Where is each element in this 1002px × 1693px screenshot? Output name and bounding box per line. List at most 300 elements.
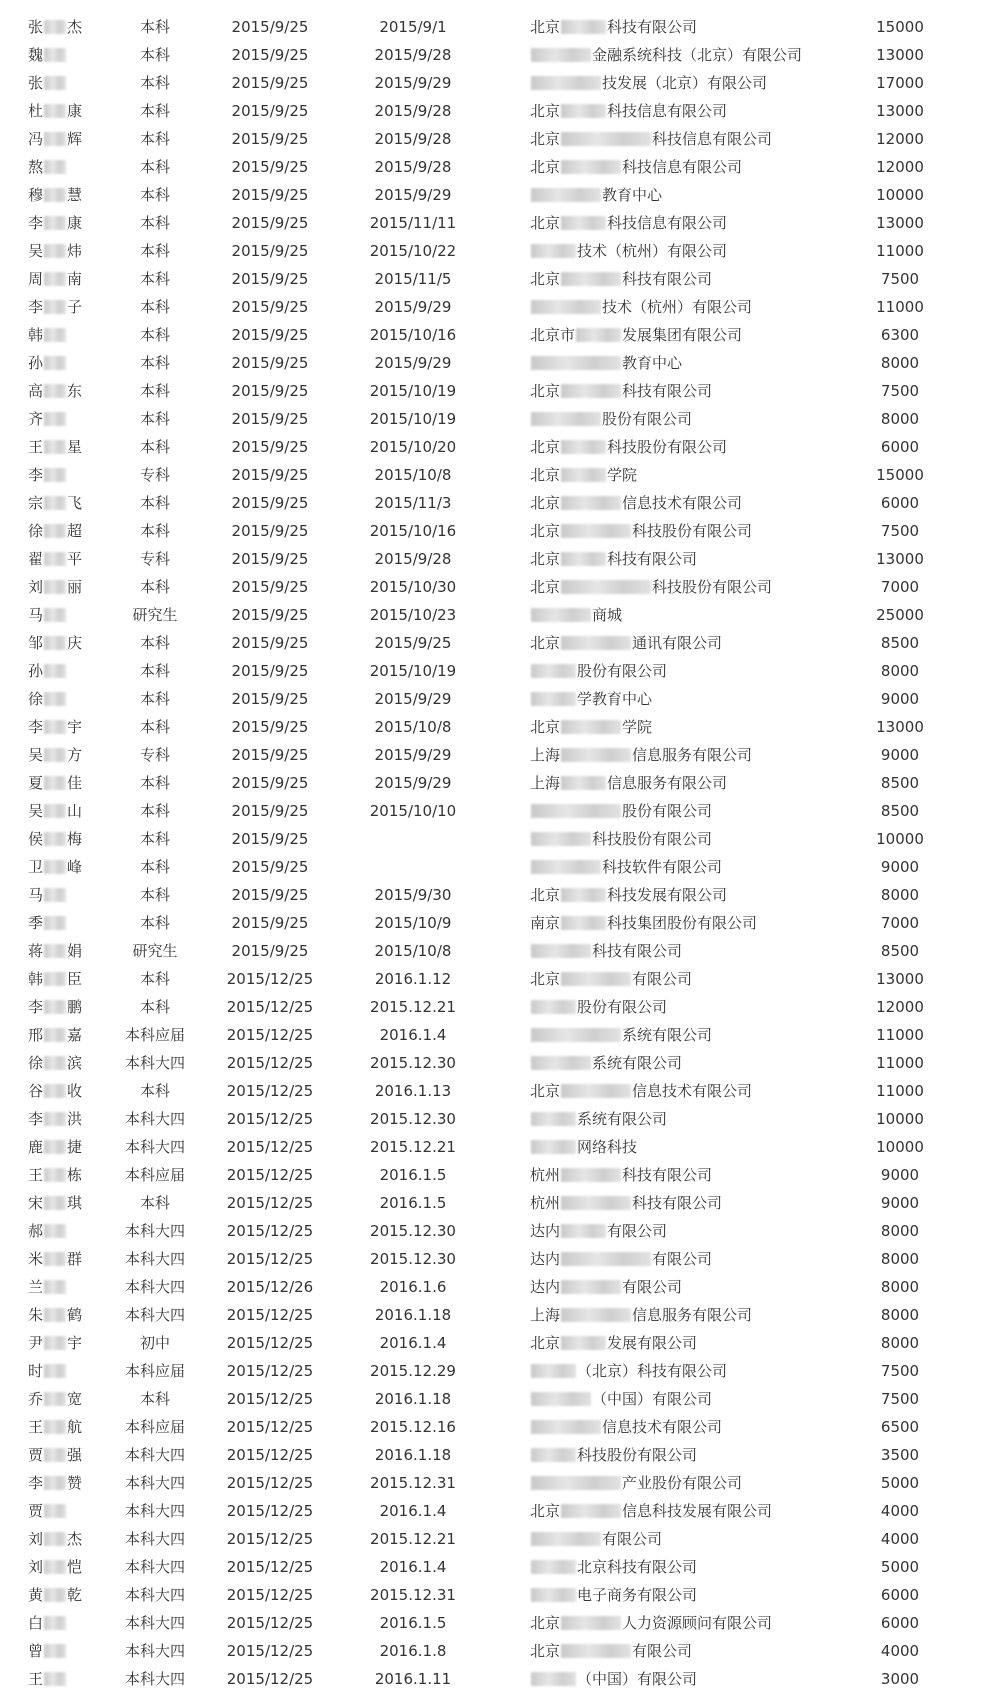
enroll-date: 2015/9/25 (231, 270, 309, 288)
salary: 9000 (880, 1166, 920, 1184)
redaction-blur (44, 1672, 66, 1686)
hire-date: 2016.1.4 (379, 1558, 447, 1576)
redaction-blur (561, 1196, 631, 1210)
company-prefix: 达内 (530, 1222, 561, 1240)
salary: 8000 (880, 354, 920, 372)
company-prefix: 北京 (530, 214, 561, 232)
redaction-blur (44, 104, 66, 118)
enroll-date: 2015/9/25 (231, 46, 309, 64)
education-level: 本科大四 (124, 1586, 185, 1604)
company-suffix: 系统有限公司 (622, 1026, 713, 1044)
salary: 11000 (876, 242, 924, 260)
company-suffix: 技术（杭州）有限公司 (577, 242, 728, 260)
company-suffix: 信息技术有限公司 (622, 494, 743, 512)
company-name (530, 1441, 870, 1469)
company-prefix: 北京 (530, 102, 561, 120)
redaction-blur (561, 20, 606, 34)
redaction-blur (44, 1000, 66, 1014)
company-suffix: 科技有限公司 (622, 382, 713, 400)
salary: 13000 (876, 718, 924, 736)
name-last-char: 康 (67, 102, 83, 120)
hire-date: 2015/11/5 (374, 270, 452, 288)
salary: 6000 (880, 438, 920, 456)
salary: 8000 (880, 886, 920, 904)
name-first-char: 周 (28, 270, 44, 288)
salary: 10000 (876, 186, 924, 204)
name-first-char: 蒋 (28, 942, 44, 960)
company-suffix: 科技有限公司 (632, 1194, 723, 1212)
salary: 8500 (880, 774, 920, 792)
hire-date: 2016.1.8 (379, 1642, 447, 1660)
name-last-char: 恺 (67, 1558, 83, 1576)
redaction-blur (561, 1616, 621, 1630)
education-level: 本科 (139, 270, 170, 288)
company-name (530, 377, 870, 405)
education-level: 本科 (139, 998, 170, 1016)
education-level: 本科 (139, 774, 170, 792)
education-level: 本科大四 (124, 1642, 185, 1660)
enroll-date: 2015/12/25 (226, 1586, 314, 1604)
company-suffix: 通讯有限公司 (632, 634, 723, 652)
employee-name (28, 965, 108, 993)
education-level: 本科大四 (124, 1278, 185, 1296)
redaction-blur (531, 664, 576, 678)
company-suffix: 信息服务有限公司 (632, 1306, 753, 1324)
redaction-blur (561, 776, 606, 790)
redaction-blur (531, 608, 591, 622)
company-suffix: 科技软件有限公司 (602, 858, 723, 876)
redaction-blur (561, 972, 631, 986)
company-name (530, 1133, 870, 1161)
salary: 10000 (876, 1110, 924, 1128)
redaction-blur (531, 832, 591, 846)
company-name (530, 1329, 870, 1357)
redaction-blur (44, 1140, 66, 1154)
name-last-char: 群 (67, 1250, 83, 1268)
employee-name (28, 881, 108, 909)
company-name (530, 741, 870, 769)
education-level: 本科 (139, 186, 170, 204)
company-suffix: 股份有限公司 (602, 410, 693, 428)
enroll-date: 2015/9/25 (231, 746, 309, 764)
salary: 7000 (880, 914, 920, 932)
redaction-blur (531, 1672, 576, 1686)
salary: 8500 (880, 802, 920, 820)
company-prefix: 北京 (530, 1642, 561, 1660)
enroll-date: 2015/12/25 (226, 1222, 314, 1240)
name-first-char: 朱 (28, 1306, 44, 1324)
company-suffix: 学教育中心 (577, 690, 653, 708)
name-last-char: 杰 (67, 18, 83, 36)
company-prefix: 北京 (530, 130, 561, 148)
hire-date: 2015/9/28 (374, 158, 452, 176)
salary: 17000 (876, 74, 924, 92)
table-row (0, 685, 1002, 713)
hire-date: 2016.1.18 (374, 1446, 452, 1464)
redaction-blur (44, 636, 66, 650)
company-suffix: 科技发展有限公司 (607, 886, 728, 904)
company-suffix: 人力资源顾问有限公司 (622, 1614, 773, 1632)
name-first-char: 黄 (28, 1586, 44, 1604)
company-prefix: 北京 (530, 1082, 561, 1100)
education-level: 本科 (139, 494, 170, 512)
table-row (0, 1133, 1002, 1161)
redaction-blur (561, 524, 631, 538)
education-level: 本科 (139, 830, 170, 848)
hire-date: 2016.1.18 (374, 1306, 452, 1324)
table-row (0, 237, 1002, 265)
name-last-char: 康 (67, 214, 83, 232)
name-last-char: 宽 (67, 1390, 83, 1408)
redaction-blur (561, 496, 621, 510)
redaction-blur (44, 132, 66, 146)
salary: 6500 (880, 1418, 920, 1436)
employee-name (28, 629, 108, 657)
redaction-blur (531, 1448, 576, 1462)
education-level: 本科应届 (124, 1362, 185, 1380)
name-first-char: 宗 (28, 494, 44, 512)
education-level: 本科 (139, 214, 170, 232)
salary: 8000 (880, 1250, 920, 1268)
table-row (0, 1245, 1002, 1273)
company-suffix: 金融系统科技（北京）有限公司 (592, 46, 803, 64)
salary: 11000 (876, 1026, 924, 1044)
company-suffix: 科技股份有限公司 (607, 438, 728, 456)
education-level: 本科 (139, 158, 170, 176)
redaction-blur (44, 720, 66, 734)
company-prefix: 杭州 (530, 1166, 561, 1184)
name-last-char: 南 (67, 270, 83, 288)
company-suffix: 有限公司 (602, 1530, 663, 1548)
employee-name (28, 209, 108, 237)
salary: 6000 (880, 1586, 920, 1604)
redaction-blur (531, 1056, 591, 1070)
name-first-char: 李 (28, 1110, 44, 1128)
company-name (530, 601, 870, 629)
education-level: 本科 (139, 1082, 170, 1100)
table-row (0, 545, 1002, 573)
education-level: 本科大四 (124, 1222, 185, 1240)
enroll-date: 2015/9/25 (231, 382, 309, 400)
table-row (0, 265, 1002, 293)
enroll-date: 2015/9/25 (231, 494, 309, 512)
hire-date: 2015/9/29 (374, 74, 452, 92)
hire-date: 2015.12.21 (370, 1138, 456, 1156)
salary: 8000 (880, 1222, 920, 1240)
company-name (530, 853, 870, 881)
company-name (530, 209, 870, 237)
company-name (530, 545, 870, 573)
name-last-char: 方 (67, 746, 83, 764)
redaction-blur (531, 804, 621, 818)
redaction-blur (531, 356, 621, 370)
enroll-date: 2015/9/25 (231, 354, 309, 372)
enroll-date: 2015/9/25 (231, 410, 309, 428)
company-name (530, 1385, 870, 1413)
company-prefix: 北京 (530, 158, 561, 176)
education-level: 本科 (139, 886, 170, 904)
education-level: 本科大四 (124, 1558, 185, 1576)
education-level: 本科大四 (124, 1110, 185, 1128)
table-row (0, 993, 1002, 1021)
table-row (0, 181, 1002, 209)
enroll-date: 2015/12/25 (226, 1642, 314, 1660)
redaction-blur (531, 1028, 621, 1042)
hire-date: 2016.1.4 (379, 1026, 447, 1044)
company-suffix: 教育中心 (622, 354, 683, 372)
education-level: 本科 (139, 326, 170, 344)
name-last-char: 超 (67, 522, 83, 540)
name-first-char: 时 (28, 1362, 44, 1380)
company-suffix: 科技股份有限公司 (577, 1446, 698, 1464)
company-suffix: 电子商务有限公司 (577, 1586, 698, 1604)
company-name (530, 713, 870, 741)
education-level: 本科 (139, 662, 170, 680)
redaction-blur (44, 804, 66, 818)
redaction-blur (44, 1112, 66, 1126)
table-row (0, 741, 1002, 769)
education-level: 初中 (139, 1334, 170, 1352)
education-level: 本科大四 (124, 1138, 185, 1156)
enroll-date: 2015/9/25 (231, 214, 309, 232)
company-suffix: （中国）有限公司 (592, 1390, 713, 1408)
redaction-blur (531, 860, 601, 874)
company-suffix: 系统有限公司 (592, 1054, 683, 1072)
salary: 9000 (880, 1194, 920, 1212)
education-level: 本科 (139, 1390, 170, 1408)
redaction-blur (561, 720, 621, 734)
employee-name (28, 1553, 108, 1581)
employee-name (28, 825, 108, 853)
redaction-blur (44, 76, 66, 90)
redaction-blur (531, 1112, 576, 1126)
name-first-char: 吴 (28, 746, 44, 764)
company-suffix: 股份有限公司 (577, 662, 668, 680)
employee-name (28, 1049, 108, 1077)
salary: 7500 (880, 1362, 920, 1380)
redaction-blur (44, 608, 66, 622)
table-row (0, 657, 1002, 685)
name-last-char: 慧 (67, 186, 83, 204)
employee-name (28, 741, 108, 769)
redaction-blur (44, 412, 66, 426)
table-row (0, 1105, 1002, 1133)
name-last-char: 嘉 (67, 1026, 83, 1044)
redaction-blur (44, 244, 66, 258)
table-row (0, 1665, 1002, 1693)
employee-name (28, 41, 108, 69)
redaction-blur (44, 160, 66, 174)
redaction-blur (44, 1168, 66, 1182)
education-level: 本科大四 (124, 1502, 185, 1520)
company-suffix: 发展集团有限公司 (622, 326, 743, 344)
employment-table (0, 13, 1002, 1693)
salary: 15000 (876, 466, 924, 484)
redaction-blur (44, 1252, 66, 1266)
education-level: 本科大四 (124, 1530, 185, 1548)
education-level: 研究生 (132, 606, 178, 624)
employee-name (28, 97, 108, 125)
education-level: 本科 (139, 634, 170, 652)
company-name (530, 433, 870, 461)
company-name (530, 1273, 870, 1301)
salary: 9000 (880, 746, 920, 764)
salary: 9000 (880, 858, 920, 876)
redaction-blur (531, 1000, 576, 1014)
company-suffix: 股份有限公司 (577, 998, 668, 1016)
enroll-date: 2015/12/25 (226, 1250, 314, 1268)
education-level: 本科 (139, 354, 170, 372)
education-level: 本科大四 (124, 1614, 185, 1632)
company-name (530, 1077, 870, 1105)
employee-name (28, 769, 108, 797)
redaction-blur (561, 132, 651, 146)
table-row (0, 517, 1002, 545)
enroll-date: 2015/12/25 (226, 1670, 314, 1688)
hire-date: 2015/9/28 (374, 46, 452, 64)
company-suffix: 系统有限公司 (577, 1110, 668, 1128)
hire-date: 2015/10/16 (369, 326, 457, 344)
education-level: 本科大四 (124, 1306, 185, 1324)
company-suffix: 科技信息有限公司 (622, 158, 743, 176)
table-row (0, 1609, 1002, 1637)
salary: 11000 (876, 298, 924, 316)
redaction-blur (531, 48, 591, 62)
hire-date: 2015/9/1 (379, 18, 447, 36)
redaction-blur (44, 1224, 66, 1238)
education-level: 本科 (139, 858, 170, 876)
employee-name (28, 517, 108, 545)
redaction-blur (44, 216, 66, 230)
hire-date: 2015.12.29 (370, 1362, 456, 1380)
redaction-blur (561, 552, 606, 566)
table-row (0, 125, 1002, 153)
employee-name (28, 293, 108, 321)
education-level: 本科 (139, 382, 170, 400)
hire-date: 2016.1.6 (379, 1278, 447, 1296)
company-name (530, 1357, 870, 1385)
company-name (530, 881, 870, 909)
hire-date: 2015.12.30 (370, 1250, 456, 1268)
redaction-blur (44, 384, 66, 398)
name-first-char: 徐 (28, 522, 44, 540)
enroll-date: 2015/9/25 (231, 718, 309, 736)
redaction-blur (561, 384, 621, 398)
company-prefix: 上海 (530, 1306, 561, 1324)
education-level: 本科 (139, 298, 170, 316)
name-first-char: 徐 (28, 690, 44, 708)
hire-date: 2015/9/29 (374, 746, 452, 764)
redaction-blur (561, 1308, 631, 1322)
redaction-blur (44, 272, 66, 286)
education-level: 本科 (139, 74, 170, 92)
table-row (0, 713, 1002, 741)
company-prefix: 杭州 (530, 1194, 561, 1212)
company-name (530, 125, 870, 153)
enroll-date: 2015/12/25 (226, 998, 314, 1016)
name-last-char: 鹏 (67, 998, 83, 1016)
company-name (530, 349, 870, 377)
name-last-char: 强 (67, 1446, 83, 1464)
enroll-date: 2015/9/25 (231, 858, 309, 876)
enroll-date: 2015/12/25 (226, 1502, 314, 1520)
redaction-blur (531, 1140, 576, 1154)
redaction-blur (531, 188, 601, 202)
salary: 13000 (876, 550, 924, 568)
redaction-blur (44, 524, 66, 538)
table-row (0, 1413, 1002, 1441)
name-last-char: 星 (67, 438, 83, 456)
employee-name (28, 657, 108, 685)
education-level: 本科 (139, 102, 170, 120)
company-prefix: 上海 (530, 774, 561, 792)
company-name (530, 1245, 870, 1273)
redaction-blur (561, 1504, 621, 1518)
company-name (530, 909, 870, 937)
hire-date: 2015/9/25 (374, 634, 452, 652)
salary: 12000 (876, 998, 924, 1016)
table-row (0, 629, 1002, 657)
company-name (530, 1665, 870, 1693)
redaction-blur (44, 860, 66, 874)
employee-name (28, 545, 108, 573)
company-suffix: 信息科技发展有限公司 (622, 1502, 773, 1520)
enroll-date: 2015/12/25 (226, 1614, 314, 1632)
salary: 25000 (876, 606, 924, 624)
salary: 7000 (880, 578, 920, 596)
employee-name (28, 349, 108, 377)
employee-name (28, 993, 108, 1021)
redaction-blur (44, 188, 66, 202)
hire-date: 2015.12.30 (370, 1054, 456, 1072)
hire-date: 2015.12.31 (370, 1474, 456, 1492)
hire-date: 2015/10/9 (374, 914, 452, 932)
enroll-date: 2015/12/25 (226, 1166, 314, 1184)
company-name (530, 1301, 870, 1329)
salary: 7500 (880, 270, 920, 288)
employee-name (28, 433, 108, 461)
enroll-date: 2015/12/25 (226, 1446, 314, 1464)
employee-name (28, 1637, 108, 1665)
education-level: 本科 (139, 914, 170, 932)
name-last-char: 东 (67, 382, 83, 400)
enroll-date: 2015/12/25 (226, 970, 314, 988)
company-suffix: 科技有限公司 (622, 270, 713, 288)
company-suffix: 信息技术有限公司 (602, 1418, 723, 1436)
name-first-char: 高 (28, 382, 44, 400)
company-suffix: 科技集团股份有限公司 (607, 914, 758, 932)
company-suffix: 信息服务有限公司 (607, 774, 728, 792)
enroll-date: 2015/9/25 (231, 942, 309, 960)
hire-date: 2015/9/29 (374, 774, 452, 792)
name-last-char: 航 (67, 1418, 83, 1436)
redaction-blur (44, 1588, 66, 1602)
name-last-char: 子 (67, 298, 83, 316)
hire-date: 2015/10/23 (369, 606, 457, 624)
education-level: 专科 (139, 550, 170, 568)
hire-date: 2015/9/29 (374, 690, 452, 708)
employee-name (28, 1133, 108, 1161)
redaction-blur (44, 1560, 66, 1574)
name-first-char: 孙 (28, 662, 44, 680)
enroll-date: 2015/12/25 (226, 1474, 314, 1492)
redaction-blur (44, 972, 66, 986)
hire-date: 2015/9/29 (374, 298, 452, 316)
hire-date: 2015.12.30 (370, 1222, 456, 1240)
company-suffix: 教育中心 (602, 186, 663, 204)
enroll-date: 2015/9/25 (231, 606, 309, 624)
company-name (530, 1469, 870, 1497)
